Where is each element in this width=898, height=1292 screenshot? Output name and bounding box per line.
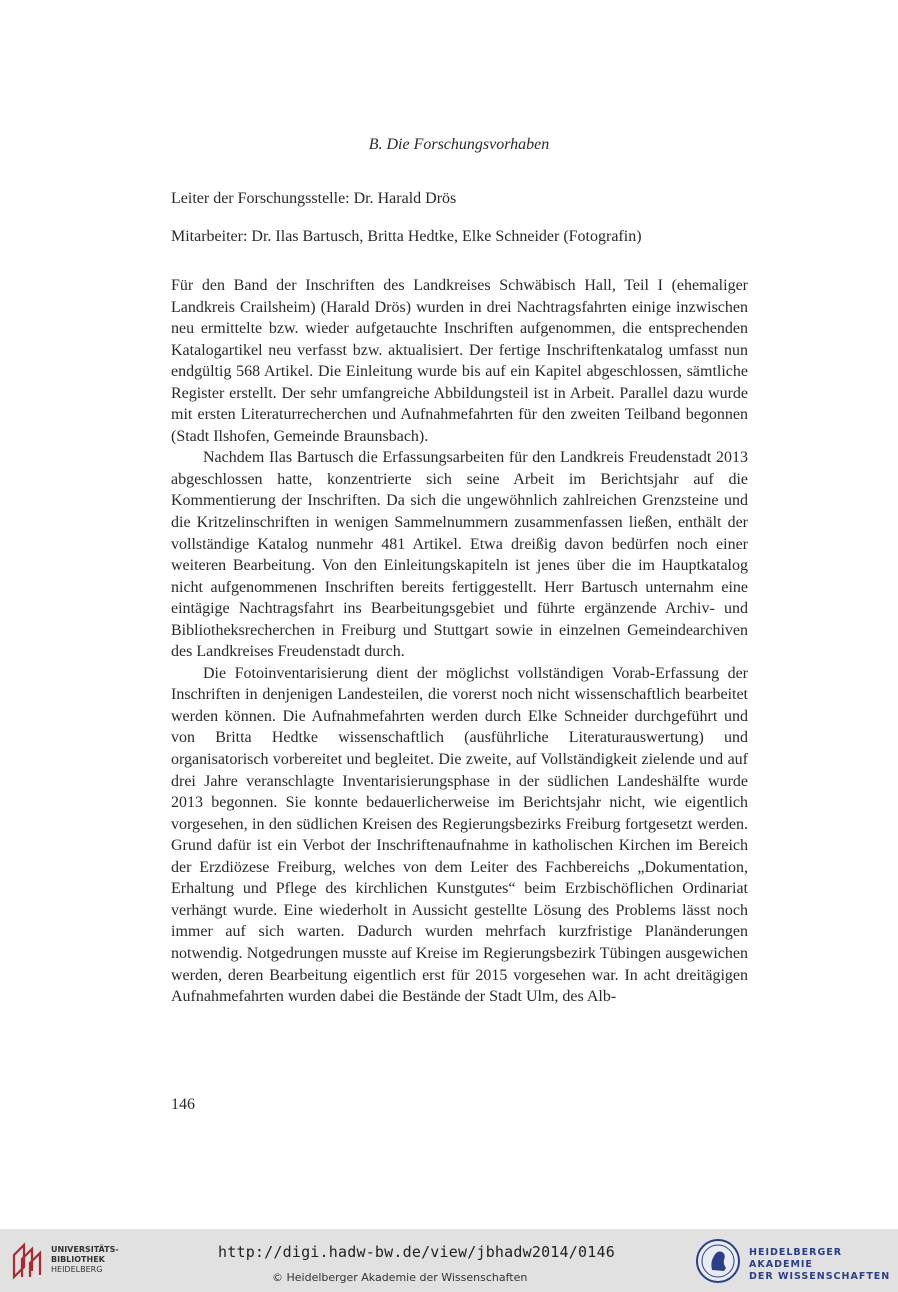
body-text bbox=[171, 275, 748, 1008]
university-library-name: UNIVERSITÄTS- BIBLIOTHEK HEIDELBERG bbox=[51, 1245, 119, 1274]
university-library-logo-icon[interactable] bbox=[10, 1237, 46, 1281]
permalink-url[interactable]: http://digi.hadw-bw.de/view/jbhadw2014/0146 bbox=[218, 1243, 615, 1261]
footer-bar bbox=[0, 1229, 898, 1292]
staff-line: Mitarbeiter: Dr. Ilas Bartusch, Britta Hedtke, Elke Schneider (Fotografin) bbox=[171, 228, 642, 245]
leader-line: Leiter der Forschungsstelle: Dr. Harald Drös bbox=[171, 190, 457, 207]
page-number: 146 bbox=[171, 1096, 195, 1113]
academy-seal-icon[interactable] bbox=[695, 1236, 741, 1286]
running-header: B. Die Forschungsvorhaben bbox=[368, 136, 550, 153]
copyright-notice: © Heidelberger Akademie der Wissenschaften bbox=[272, 1271, 528, 1284]
paragraph: Für den Band der Inschriften des Landkreises Schwäbisch Hall, Teil I (ehemaliger Landkreis Crailsheim) (Harald Drös) wurden in drei Nachtragsfahrten einige inzwischen neu ermittelte bzw. wieder aufgetauchte Inschriften aufgenommen, die entsprechenden Katalogartikel neu verfasst bzw. aktualisiert. Der fertige Inschriftenkatalog umfasst nun endgültig 568 Artikel. Die Einleitung wurde bis auf ein Kapitel abgeschlossen, sämtliche Register erstellt. Der sehr umfangreiche Abbildungsteil ist in Arbeit. Parallel dazu wurde mit ersten Literaturrecherchen und Aufnahmefahrten für den zweiten Teilband begonnen (Stadt Ilshofen, Gemeinde Braunsbach). bbox=[171, 277, 748, 445]
academy-name: HEIDELBERGER AKADEMIE DER WISSENSCHAFTEN bbox=[749, 1247, 891, 1282]
paragraph: Nachdem Ilas Bartusch die Erfassungsarbeiten für den Landkreis Freudenstadt 2013 abgeschlossen hatte, konzentrierte sich seine Arbeit im Berichtsjahr auf die Kommentierung der Inschriften. Da sich die ungewöhnlich zahlreichen Grenzsteine und die Kritzelinschriften in wenigen Sammelnummern zusammenfassen ließen, enthält der vollständige Katalog nunmehr 481 Artikel. Etwa dreißig davon bedürfen noch einer weiteren Bearbeitung. Von den Einleitungskapiteln ist jenes über die im Hauptkatalog nicht aufgenommenen Inschriften bereits fertiggestellt. Herr Bartusch unternahm eine eintägige Nachtragsfahrt ins Bearbeitungsgebiet und führte ergänzende Archiv- und Bibliotheksrecherchen in Freiburg und Stuttgart sowie in einzelnen Gemeindearchiven des Landkreises Freudenstadt durch. bbox=[171, 449, 748, 661]
paragraph: Die Fotoinventarisierung dient der möglichst vollständigen Vorab-Erfassung der Inschriften in denjenigen Landesteilen, die vorerst noch nicht wissenschaftlich bearbeitet werden können. Die Aufnahmefahrten werden durch Elke Schneider durchgeführt und von Britta Hedtke wissenschaftlich (ausführliche Literaturauswertung) und organisatorisch vorbereitet und begleitet. Die zweite, auf Vollständigkeit zielende und auf drei Jahre veranschlagte Inventarisierungsphase in der südlichen Landeshälfte wurde 2013 begonnen. Sie konnte bedauerlicherweise im Berichtsjahr nicht, wie eigentlich vorgesehen, in den südlichen Kreisen des Regierungsbezirks Freiburg fortgesetzt werden. Grund dafür ist ein Verbot der Inschriftenaufnahme in katholischen Kirchen im Bereich der Erzdiözese Freiburg, welches von dem Leiter des Fachbereichs „Dokumentation, Erhaltung und Pflege des kirchlichen Kunstgutes“ beim Erzbischöflichen Ordinariat verhängt wurde. Eine wiederholt in Aussicht gestellte Lösung des Problems lässt noch immer auf sich warten. Dadurch wurden mehrfach kurzfristige Planänderungen notwendig. Notgedrungen musste auf Kreise im Regierungsbezirk Tübingen ausgewichen werden, deren Bearbeitung eigentlich erst für 2015 vorgesehen war. In acht dreitägigen Aufnahmefahrten wurden dabei die Bestände der Stadt Ulm, des Alb- bbox=[171, 664, 748, 1006]
